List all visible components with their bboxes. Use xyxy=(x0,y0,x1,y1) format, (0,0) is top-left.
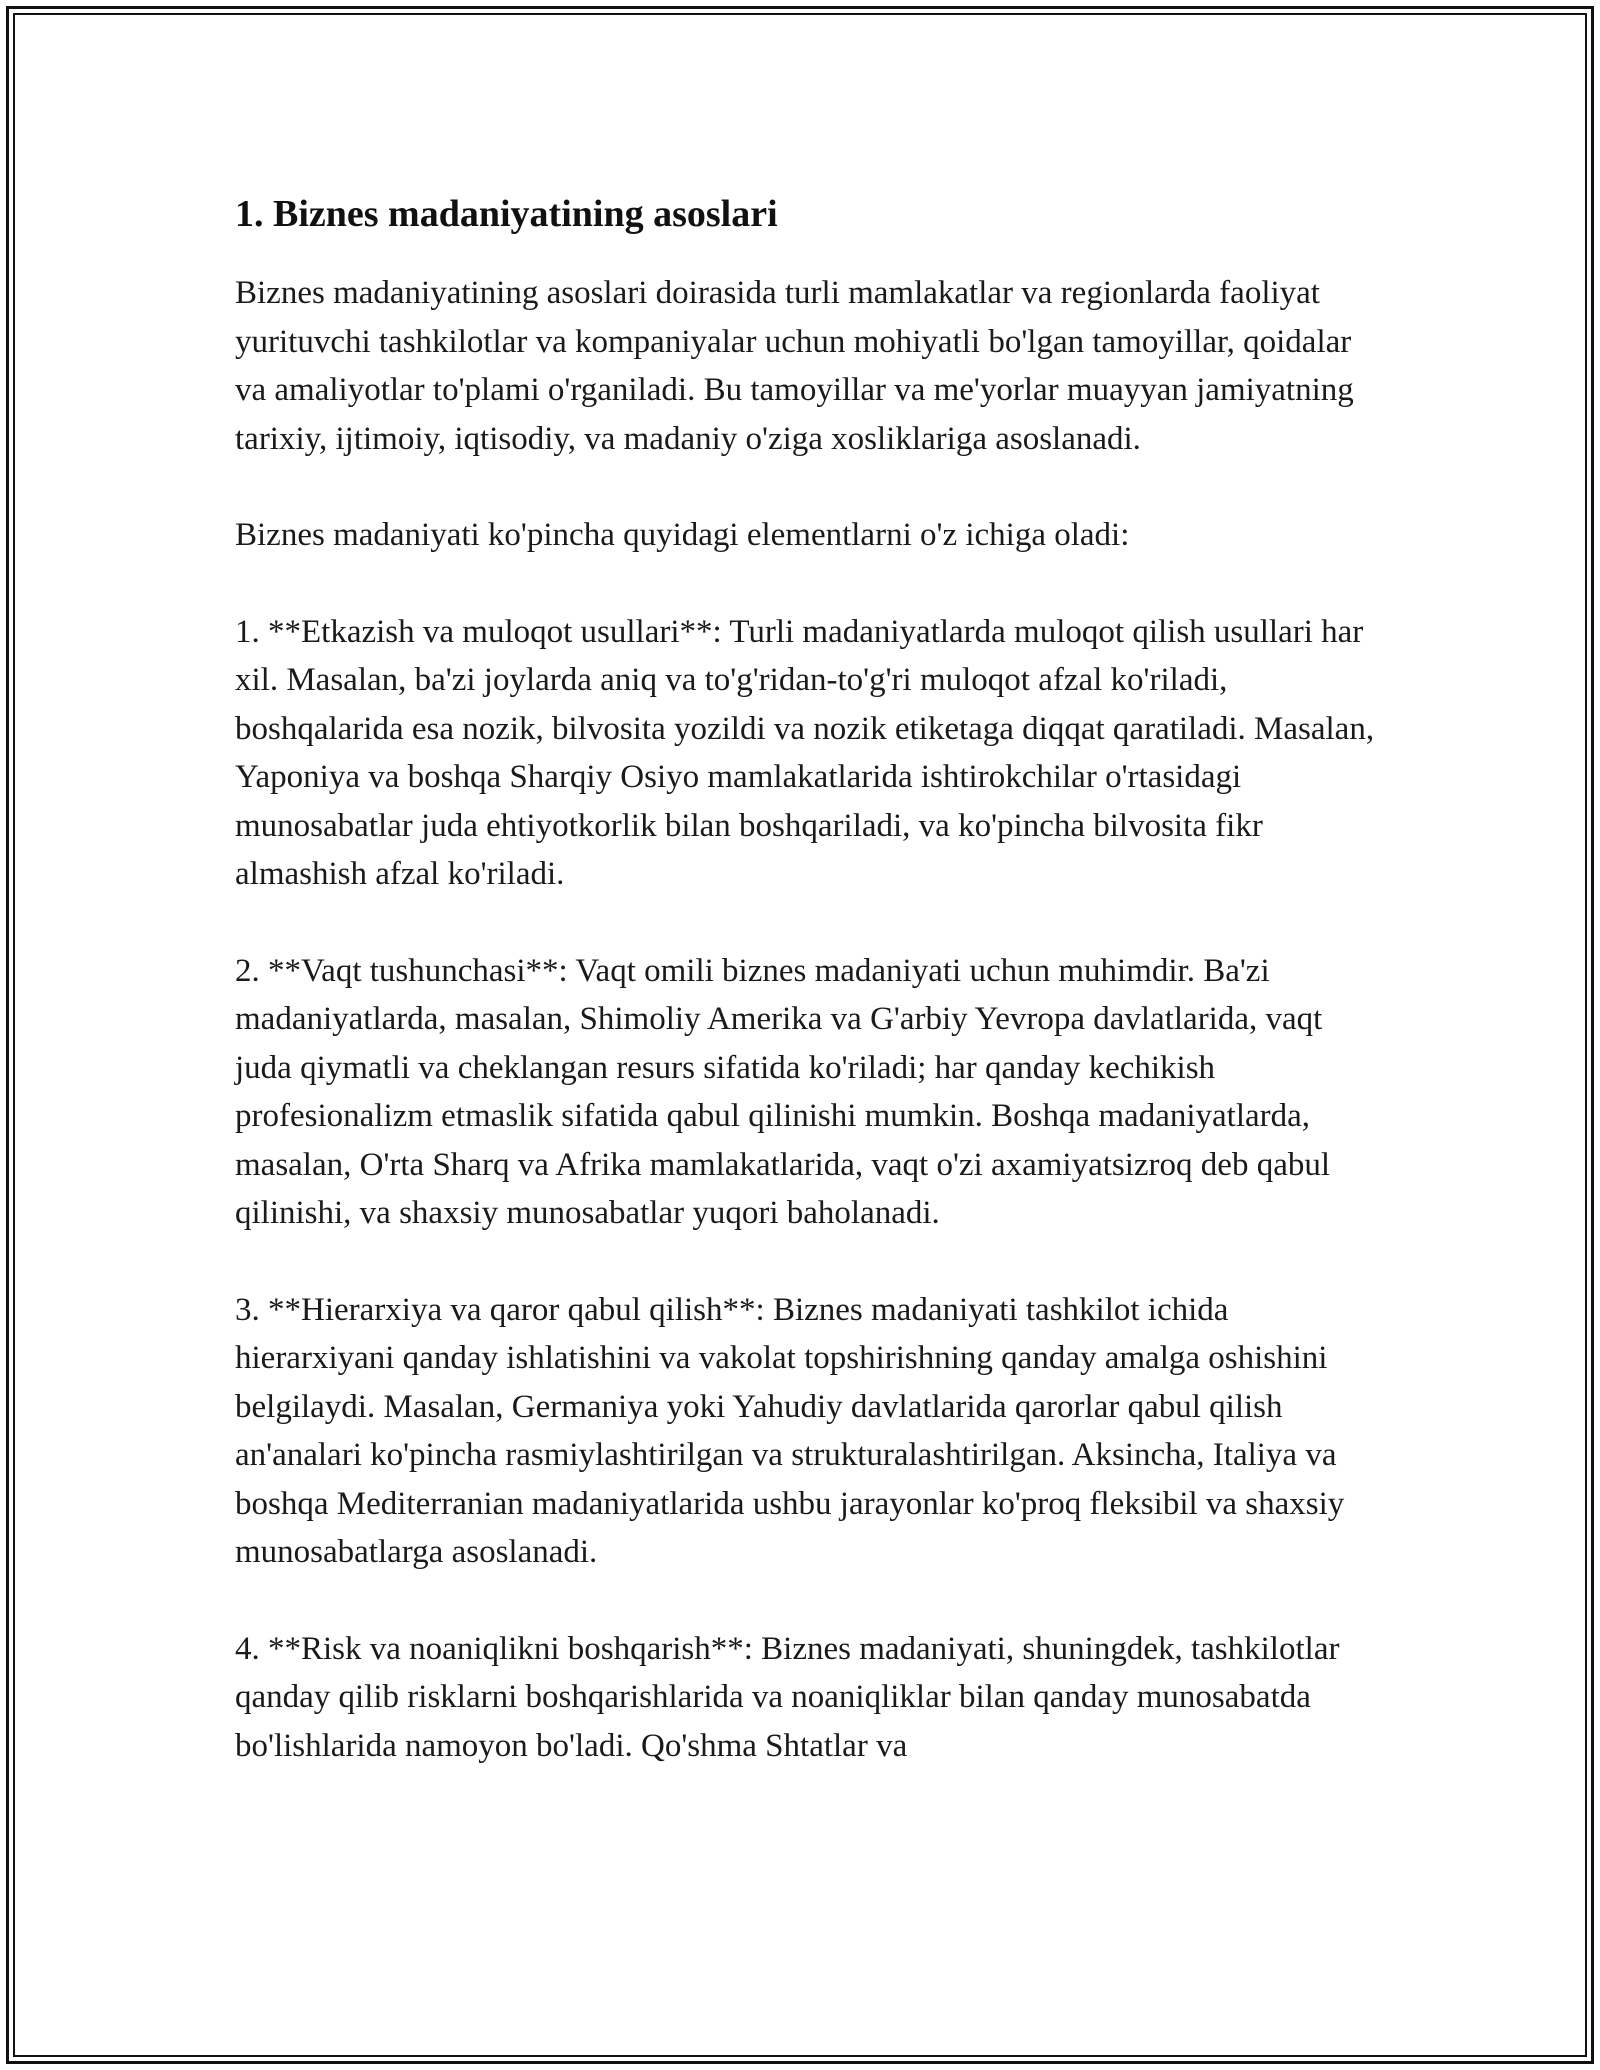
section-heading: 1. Biznes madaniyatining asoslari xyxy=(235,193,778,235)
paragraph-intro: Biznes madaniyatining asoslari doirasida turli mamlakatlar va regionlarda faoliyat yurituvchi tashkilotlar va kompaniyalar uchun mohiyatli bo'lgan tamoyillar, qoidalar va amaliyotlar to'plami o'rganiladi. Bu tamoyillar va me'yorlar muayyan jamiyatning tarixiy, ijtimoiy, iqtisodiy, va madaniy o'ziga xosliklariga asoslanadi. xyxy=(235,275,1354,457)
paragraph-item-2: 2. **Vaqt tushunchasi**: Vaqt omili biznes madaniyati uchun muhimdir. Ba'zi madaniyatlarda, masalan, Shimoliy Amerika va G'arbiy Yevropa davlatlarida, vaqt juda qiymatli va cheklangan resurs sifatida ko'riladi; har qanday kechikish profesionalizm etmaslik sifatida qabul qilinishi mumkin. Boshqa madaniyatlarda, masalan, O'rta Sharq va Afrika mamlakatlarida, vaqt o'zi axamiyatsizroq deb qabul qilinishi, va shaxsiy munosabatlar yuqori baholanadi. xyxy=(235,952,1331,1231)
document-body xyxy=(235,185,1385,1818)
paragraph-item-3: 3. **Hierarxiya va qaror qabul qilish**: Biznes madaniyati tashkilot ichida hierarxiyani qanday ishlatishini va vakolat topshirishning qanday amalga oshishini belgilaydi. Masalan, Germaniya yoki Yahudiy davlatlarida qarorlar qabul qilish an'analari ko'pincha rasmiylashtirilgan va strukturalashtirilgan. Aksincha, Italiya va boshqa Mediterranian madaniyatlarida ushbu jarayonlar ko'proq fleksibil va shaxsiy munosabatlarga asoslanadi. xyxy=(235,1291,1345,1570)
paragraph-item-1: 1. **Etkazish va muloqot usullari**: Turli madaniyatlarda muloqot qilish usullari har xil. Masalan, ba'zi joylarda aniq va to'g'ridan-to'g'ri muloqot afzal ko'riladi, boshqalarida esa nozik, bilvosita yozildi va nozik etiketaga diqqat qaratiladi. Masalan, Yaponiya va boshqa Sharqiy Osiyo mamlakatlarida ishtirokchilar o'rtasidagi munosabatlar juda ehtiyotkorlik bilan boshqariladi, va ko'pincha bilvosita fikr almashish afzal ko'riladi. xyxy=(235,613,1375,892)
paragraph-item-4: 4. **Risk va noaniqlikni boshqarish**: Biznes madaniyati, shuningdek, tashkilotlar qanday qilib risklarni boshqarishlarida va noaniqliklar bilan qanday munosabatda bo'lishlarida namoyon bo'ladi. Qo'shma Shtatlar va xyxy=(235,1630,1340,1764)
paragraph-elements-lead: Biznes madaniyati ko'pincha quyidagi elementlarni o'z ichiga oladi: xyxy=(235,517,1130,553)
